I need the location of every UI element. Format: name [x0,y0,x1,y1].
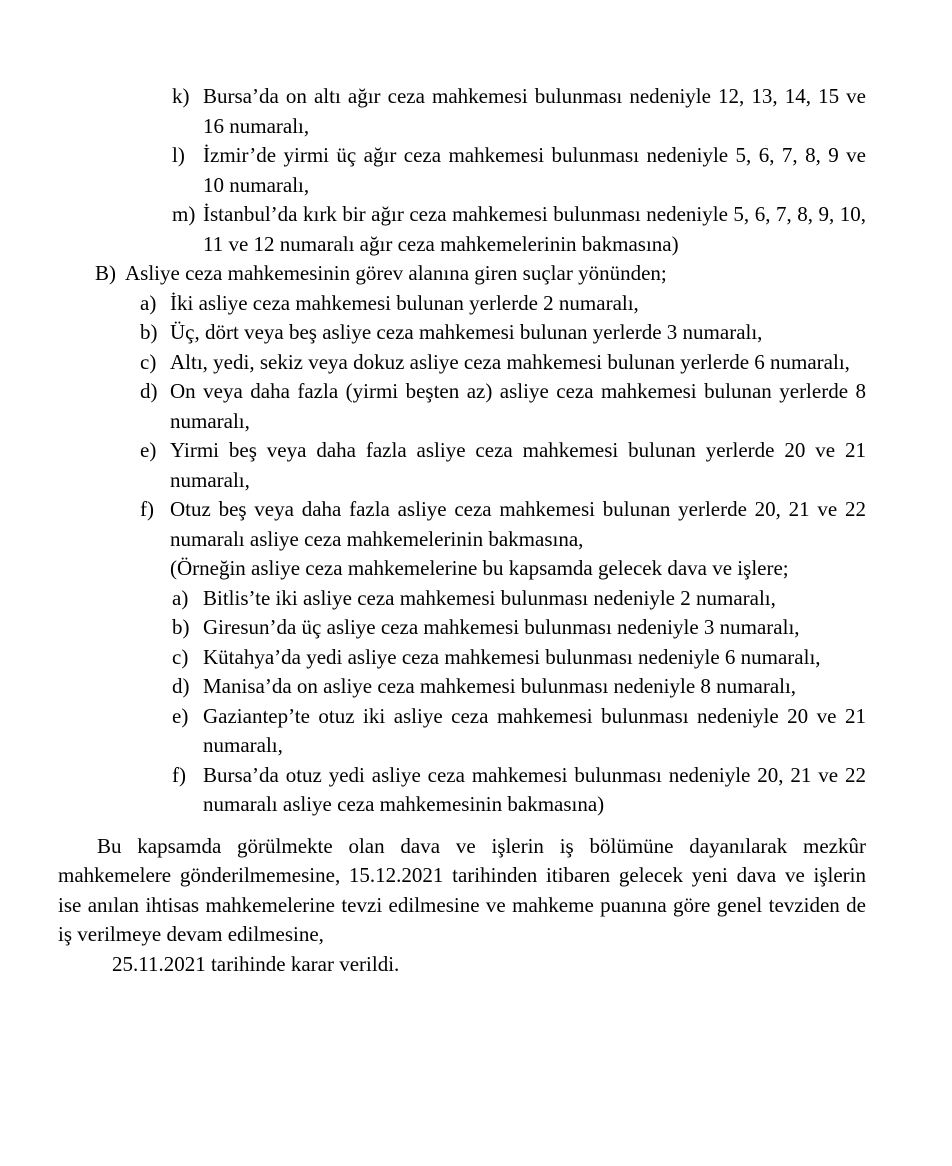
text-line: Bursa’da on altı ağır ceza mahkemesi bulunması nedeniyle 12, 13, 14, 15 ve [203,84,866,108]
item-content [125,259,866,289]
list-marker: c) [172,644,189,669]
item-content [170,348,866,378]
list-marker: c) [140,349,157,374]
item-content [203,141,866,200]
text-line: (Örneğin asliye ceza mahkemelerine bu kapsamda gelecek dava ve işlere; [170,556,789,580]
list-marker: B) [95,261,116,285]
item-content [58,950,866,980]
text-line: Yirmi beş veya daha fazla asliye ceza mahkemesi bulunan yerlerde 20 ve 21 [170,438,866,462]
text-line: Giresun’da üç asliye ceza mahkemesi bulunması nedeniyle 3 numaralı, [203,615,800,639]
item-content [203,613,866,643]
item-ex-f [58,761,866,820]
item-m [58,200,866,259]
item-content [170,318,866,348]
text-line: ise anılan ihtisas mahkemelerine tevzi edilmesine ve mahkeme puanına göre genel tevziden de [58,892,866,917]
text-line: İstanbul’da kırk bir ağır ceza mahkemesi bulunması nedeniyle 5, 6, 7, 8, 9, 10, [203,202,866,226]
text-line: 16 numaralı, [203,113,310,138]
item-content [170,436,866,495]
item-content [203,672,866,702]
text-line: numaralı, [170,408,250,433]
text-line: Bursa’da otuz yedi asliye ceza mahkemesi bulunması nedeniyle 20, 21 ve 22 [203,762,866,787]
list-marker: d) [140,379,158,403]
list-marker: f) [140,497,154,521]
item-ex-a [58,584,866,614]
text-line: numaralı asliye ceza mahkemelerinin bakmasına, [170,526,584,551]
decision-date-paragraph [58,950,866,980]
item-ex-d [58,672,866,702]
document-text-block [58,82,866,979]
text-line: numaralı asliye ceza mahkemesinin bakmasına) [203,792,605,816]
item-B [58,259,866,289]
item-content [203,761,866,820]
item-content [203,200,866,259]
item-ex-e [58,702,866,761]
text-line: Asliye ceza mahkemesinin görev alanına giren suçlar yönünden; [125,261,667,285]
item-B-a [58,289,866,319]
item-B-c [58,348,866,378]
text-line: Bu kapsamda görülmekte olan dava ve işlerin iş bölümüne dayanılarak mezkûr [97,833,866,858]
item-k [58,82,866,141]
item-B-e [58,436,866,495]
item-content [170,495,866,584]
list-marker: a) [140,290,157,315]
item-content [170,377,866,436]
text-line: numaralı, [203,733,283,757]
item-content [170,289,866,319]
list-marker: l) [172,143,185,167]
text-line: 25.11.2021 tarihinde karar verildi. [112,951,400,976]
text-line: Kütahya’da yedi asliye ceza mahkemesi bulunması nedeniyle 6 numaralı, [203,644,821,669]
list-marker: d) [172,674,190,698]
list-marker: k) [172,84,190,108]
item-content [58,832,866,950]
list-marker: m) [172,202,196,226]
text-line: 11 ve 12 numaralı ağır ceza mahkemelerinin bakmasına) [203,231,679,256]
list-marker: b) [172,615,190,639]
text-line: 10 numaralı, [203,172,310,197]
text-line: Bitlis’te iki asliye ceza mahkemesi bulunması nedeniyle 2 numaralı, [203,585,776,610]
text-line: Altı, yedi, sekiz veya dokuz asliye ceza mahkemesi bulunan yerlerde 6 numaralı, [170,349,850,374]
item-content [203,82,866,141]
list-marker: e) [140,438,157,462]
list-marker: b) [140,320,158,344]
item-B-f [58,495,866,584]
text-line: İzmir’de yirmi üç ağır ceza mahkemesi bulunması nedeniyle 5, 6, 7, 8, 9 ve [203,143,866,167]
text-line: numaralı, [170,467,250,492]
list-marker: a) [172,585,189,610]
item-ex-c [58,643,866,673]
text-line: mahkemelere gönderilmemesine, 15.12.2021 tarihinden itibaren gelecek yeni dava ve işlerin [58,863,866,887]
text-line: Üç, dört veya beş asliye ceza mahkemesi bulunan yerlerde 3 numaralı, [170,320,763,344]
list-marker: f) [172,762,186,787]
closing-paragraph [58,832,866,950]
item-B-d [58,377,866,436]
text-line: iş verilmeye devam edilmesine, [58,922,324,946]
item-content [203,702,866,761]
item-B-b [58,318,866,348]
text-line: Otuz beş veya daha fazla asliye ceza mahkemesi bulunan yerlerde 20, 21 ve 22 [170,497,866,521]
text-line: Manisa’da on asliye ceza mahkemesi bulunması nedeniyle 8 numaralı, [203,674,797,698]
item-content [203,643,866,673]
item-l [58,141,866,200]
text-line: Gaziantep’te otuz iki asliye ceza mahkemesi bulunması nedeniyle 20 ve 21 [203,703,866,728]
item-content [203,584,866,614]
text-line: On veya daha fazla (yirmi beşten az) asliye ceza mahkemesi bulunan yerlerde 8 [170,379,866,403]
text-line: İki asliye ceza mahkemesi bulunan yerlerde 2 numaralı, [170,290,639,315]
list-marker: e) [172,703,189,728]
item-ex-b [58,613,866,643]
